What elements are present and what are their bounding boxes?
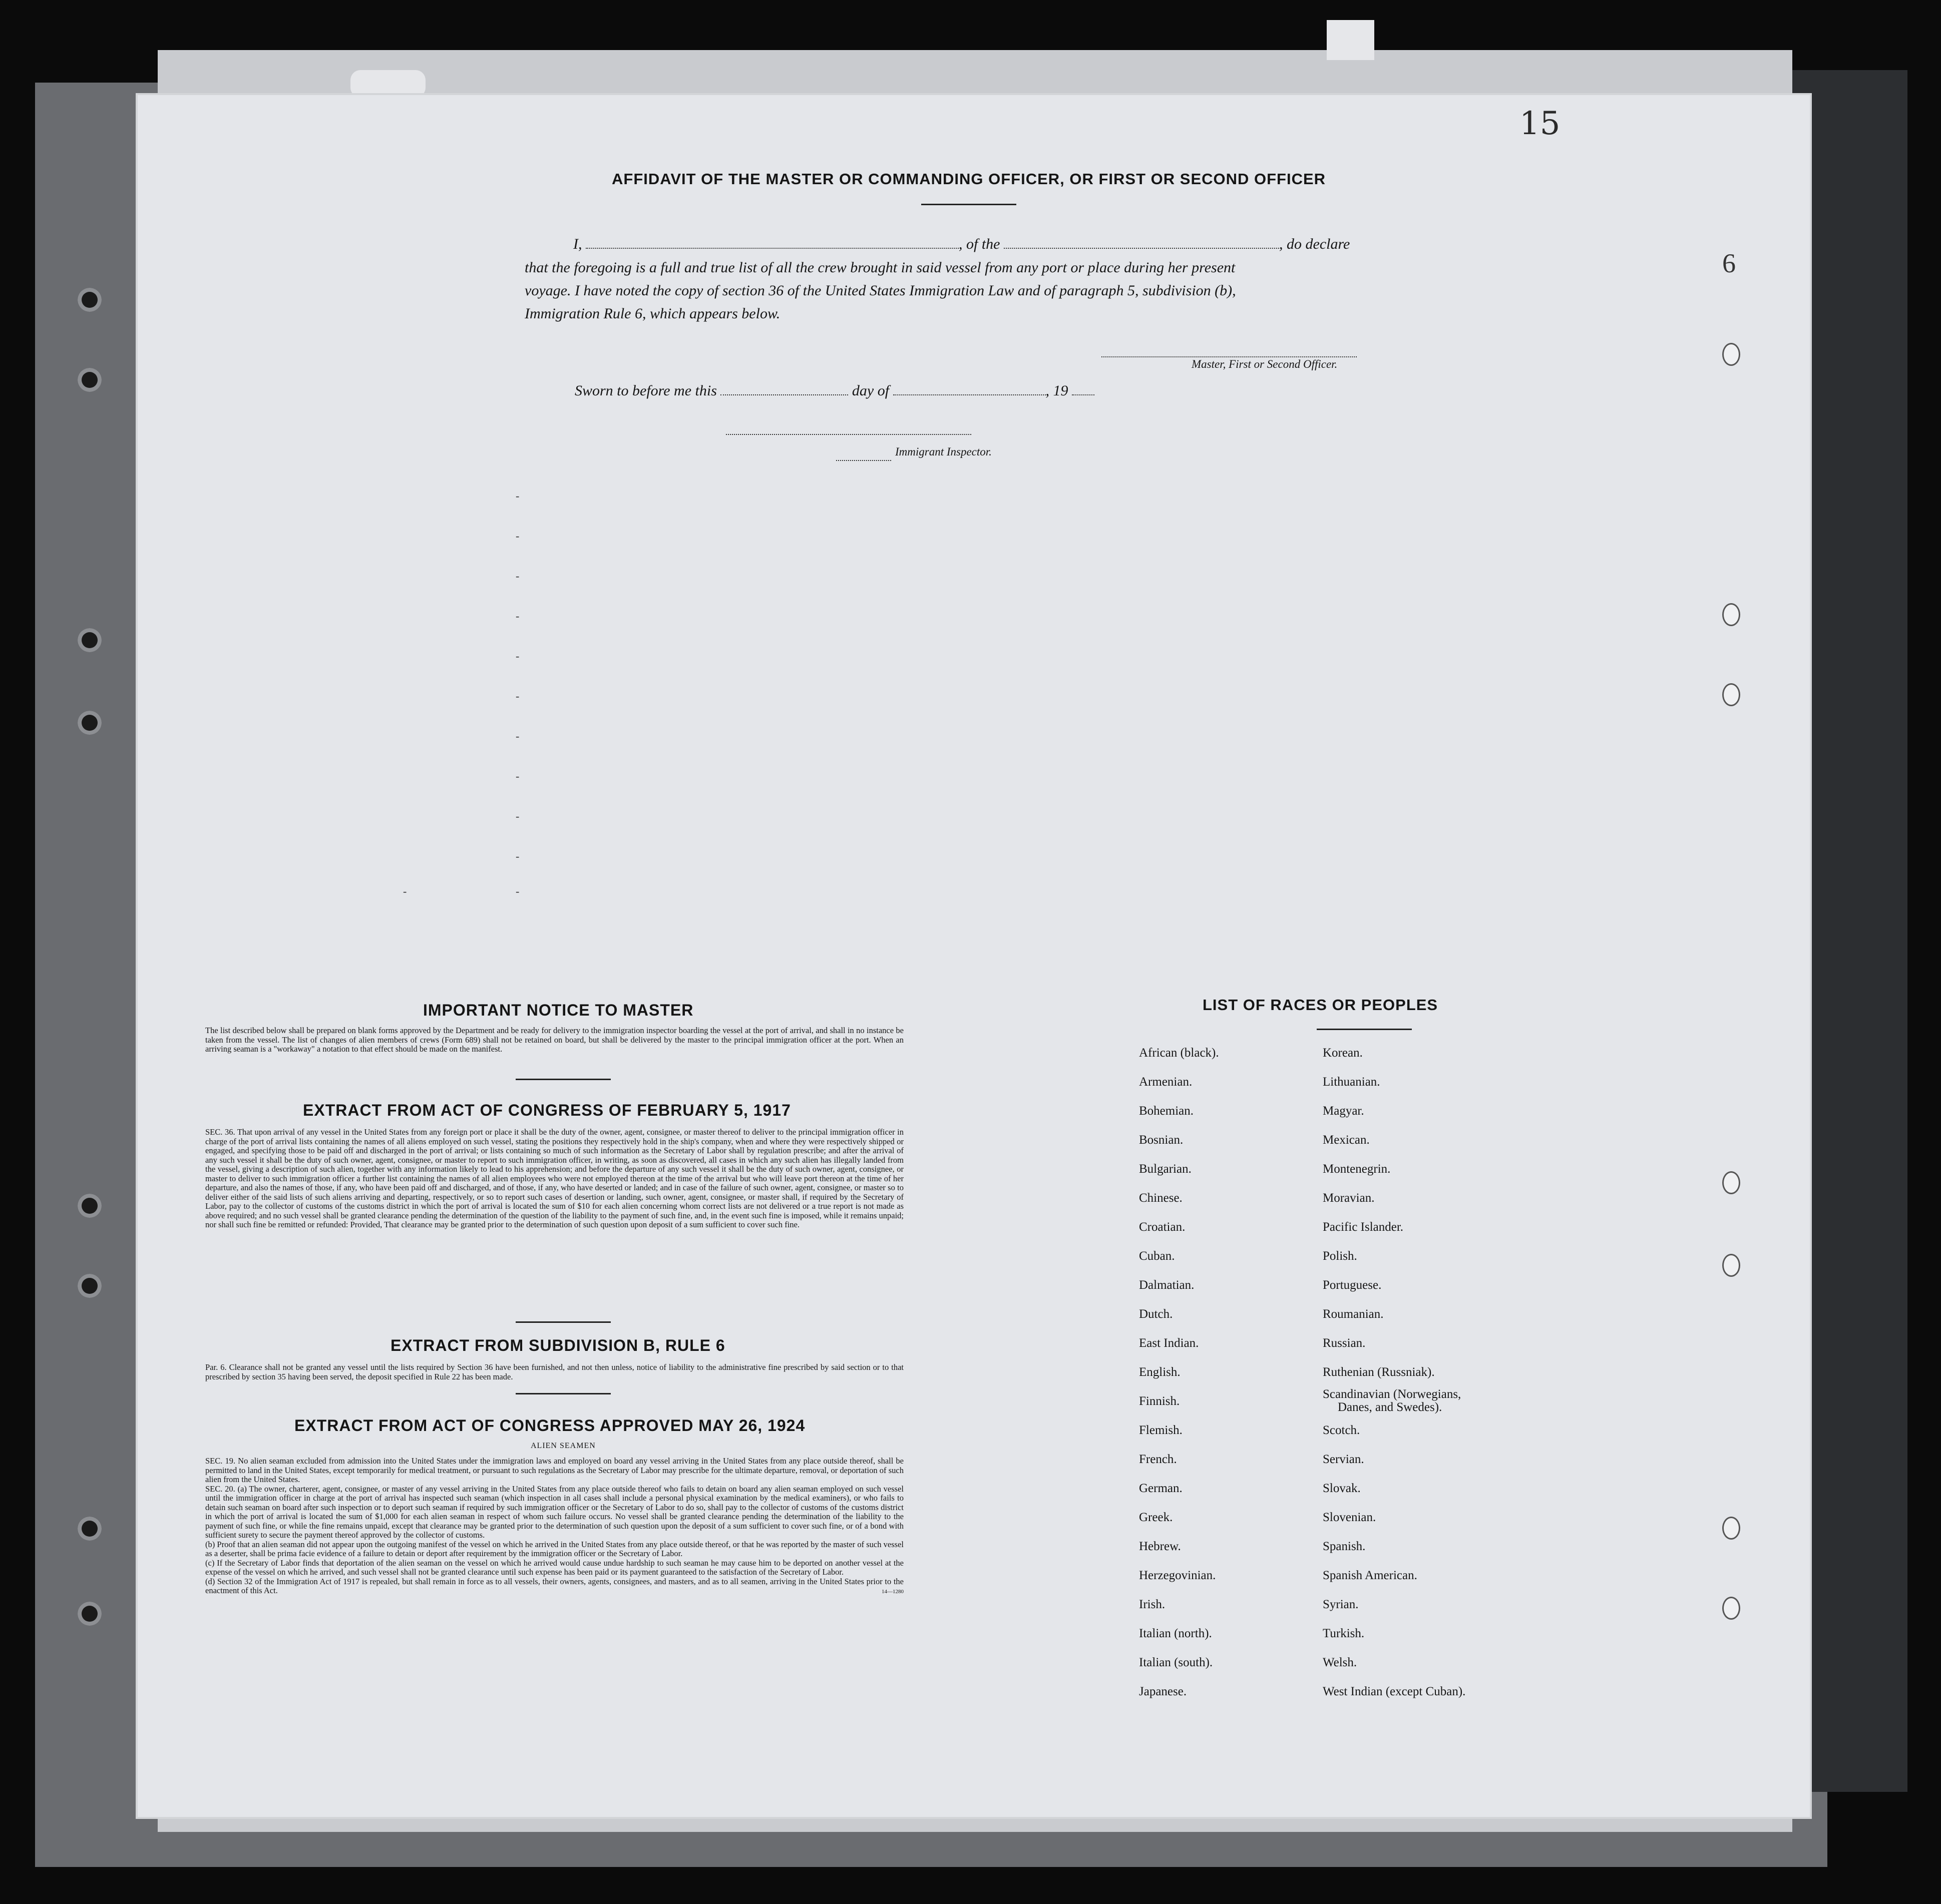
right-punch-hole	[1722, 683, 1740, 706]
race-item: Herzegovinian.	[1139, 1569, 1216, 1582]
sworn-year-field[interactable]	[1072, 383, 1094, 395]
race-item: Armenian.	[1139, 1075, 1193, 1089]
binder-holes	[78, 0, 108, 1902]
dash-mark: -	[516, 850, 520, 862]
dash-mark: -	[516, 490, 520, 502]
binder-hole	[78, 1194, 102, 1218]
extract-1924-body	[205, 1457, 904, 1595]
race-item: Croatian.	[1139, 1220, 1186, 1234]
right-punch-hole	[1722, 1171, 1740, 1194]
race-item: Cuban.	[1139, 1249, 1175, 1263]
paper-scrap	[350, 70, 426, 98]
inspector-label: Immigrant Inspector.	[895, 445, 992, 458]
race-item: Italian (north).	[1139, 1627, 1212, 1640]
races-rule	[1317, 1029, 1412, 1030]
race-item: West Indian (except Cuban).	[1323, 1685, 1466, 1698]
form-number: 14—1280	[882, 1588, 904, 1595]
vessel-field[interactable]	[1004, 237, 1279, 249]
race-item: Italian (south).	[1139, 1656, 1213, 1669]
section-20c-text: (c) If the Secretary of Labor finds that deportation of the alien seaman on the vessel on which he arrived would cause undue hardship to such seaman he may cause him to be deported on another vessel at the expense of the vessel on which he arrived, and such vessel shall not be granted clearance until such expense has been paid or its payment guaranteed to the satisfaction of the Secretary of Labor.	[205, 1558, 904, 1577]
binder-hole	[78, 1274, 102, 1298]
dash-mark: -	[516, 610, 520, 622]
declaration-line-3: voyage. I have noted the copy of section 36 of the United States Immigration Law and of paragraph 5, subdivision (b),	[525, 282, 1236, 299]
extract-rule6-text: Par. 6. Clearance shall not be granted any vessel until the lists required by Section 36 have been furnished, and not then unless, notice of liability to the administrative fine prescribed by said section or to that prescribed by section 35 having been served, the deposit specified in Rule 22 has been made.	[205, 1362, 904, 1381]
extract-1924-title: EXTRACT FROM ACT OF CONGRESS APPROVED MAY 26, 1924	[294, 1416, 806, 1435]
race-item: Bulgarian.	[1139, 1162, 1192, 1176]
binder-hole	[78, 368, 102, 392]
right-punch-hole	[1722, 1517, 1740, 1540]
race-item: Korean.	[1323, 1046, 1363, 1060]
notice-title: IMPORTANT NOTICE TO MASTER	[423, 1001, 694, 1019]
dash-mark: -	[516, 770, 520, 782]
race-item: Finnish.	[1139, 1394, 1180, 1408]
race-item: Syrian.	[1323, 1598, 1359, 1611]
notice-rule	[516, 1079, 611, 1080]
binder-hole	[78, 711, 102, 735]
race-item-continuation: Danes, and Swedes).	[1338, 1400, 1442, 1414]
sworn-year: , 19	[1045, 382, 1068, 399]
right-punch-hole	[1722, 1597, 1740, 1620]
section-20b-text: (b) Proof that an alien seaman did not appear upon the outgoing manifest of the vessel on which he arrived in the United States from any place outside thereof, or that he was reported by the master of such vessel as a deserter, shall be prima facie evidence of a failure to detain or deport after requirement by the immigration officer or the Secretary of Labor.	[205, 1539, 904, 1558]
decl-of-the: , of the	[959, 236, 1000, 252]
race-item: Slovak.	[1323, 1482, 1361, 1495]
margin-mark: 6	[1722, 248, 1736, 278]
races-title: LIST OF RACES OR PEOPLES	[1203, 996, 1438, 1014]
section-20a-text: SEC. 20. (a) The owner, charterer, agent, consignee, or master of any vessel arriving in the United States from any place outside thereof who fails to detain on board any alien seaman employed on such vessel until the immigration officer in charge at the port of arrival has inspected such seaman (which inspection in all cases shall include a personal physical examination by the medical examiners), or who fails to detain such seaman on board after such inspection or to deport such seaman if required by such immigration officer or the Secretary of Labor to do so, shall pay to the collector of customs of the customs district in which the port of arrival is located the sum of $1,000 for each alien seaman in respect of whom such failure occurs. No vessel shall be granted clearance pending the determination of the liability to the payment of such fine, or while the fine remains unpaid, except that clearance may be granted prior to the determination of such question upon the deposit of a sum sufficient to cover such fine, or of a bond with sufficient surety to secure the payment thereof approved by the collector of customs.	[205, 1484, 904, 1540]
dash-mark: -	[516, 650, 520, 662]
binder-hole	[78, 288, 102, 312]
dash-mark: -	[516, 730, 520, 742]
extract-1917-rule	[516, 1321, 611, 1323]
binder-hole	[78, 1602, 102, 1626]
race-item: Montenegrin.	[1323, 1162, 1391, 1176]
sworn-day-of: day of	[852, 382, 890, 399]
notice-text: The list described below shall be prepared on blank forms approved by the Department and be ready for delivery to the immigration inspector boarding the vessel at the port of arrival, and shall in no instance be taken from the vessel. The list of changes of alien members of crews (Form 689) shall not be retained on board, but shall be delivered by the master to the principal immigration officer at the port. When an arriving seaman is a "workaway" a notation to that effect should be made on the manifest.	[205, 1026, 904, 1054]
race-item: Hebrew.	[1139, 1540, 1181, 1553]
race-item: East Indian.	[1139, 1336, 1199, 1350]
race-item: Welsh.	[1323, 1656, 1357, 1669]
race-item: Spanish American.	[1323, 1569, 1417, 1582]
race-item: Moravian.	[1323, 1191, 1375, 1205]
race-item: Flemish.	[1139, 1423, 1183, 1437]
decl-do-declare: , do declare	[1279, 236, 1350, 252]
race-item: Chinese.	[1139, 1191, 1183, 1205]
sworn-day-field[interactable]	[720, 383, 848, 395]
sworn-month-field[interactable]	[893, 383, 1046, 395]
decl-i: I,	[573, 236, 582, 252]
race-item: Greek.	[1139, 1511, 1173, 1524]
right-punch-hole	[1722, 1254, 1740, 1277]
race-item: Servian.	[1323, 1453, 1364, 1466]
paper-tab	[1327, 20, 1374, 60]
heading-rule	[921, 204, 1016, 205]
dash-mark: -	[516, 810, 520, 822]
race-item: German.	[1139, 1482, 1183, 1495]
binder-hole	[78, 1517, 102, 1541]
race-item: Irish.	[1139, 1598, 1166, 1611]
extract-rule6-title: EXTRACT FROM SUBDIVISION B, RULE 6	[391, 1336, 725, 1354]
race-item: Bosnian.	[1139, 1133, 1184, 1147]
race-item: Dalmatian.	[1139, 1278, 1195, 1292]
sworn-prefix: Sworn to before me this	[575, 382, 717, 399]
dash-mark: -	[403, 885, 407, 897]
race-item: Russian.	[1323, 1336, 1366, 1350]
dash-mark: -	[516, 690, 520, 702]
right-punch-hole	[1722, 343, 1740, 366]
race-item: Lithuanian.	[1323, 1075, 1380, 1089]
declaration-line-1	[573, 233, 1397, 256]
inspector-signature-line[interactable]	[726, 423, 971, 435]
extract-1924-subtitle: ALIEN SEAMEN	[531, 1442, 596, 1450]
declaration-line-4: Immigration Rule 6, which appears below.	[525, 305, 781, 322]
race-item: Dutch.	[1139, 1307, 1173, 1321]
section-20d-text: (d) Section 32 of the Immigration Act of 1917 is repealed, but shall remain in force as to all vessels, their owners, agents, consignees, and masters, and as to all seamen, arriving in the United States prior to the enactment of this Act.	[205, 1576, 904, 1595]
extract-1917-title: EXTRACT FROM ACT OF CONGRESS OF FEBRUARY 5, 1917	[303, 1101, 791, 1119]
race-item: Bohemian.	[1139, 1104, 1194, 1118]
affidavit-title: AFFIDAVIT OF THE MASTER OR COMMANDING OFFICER, OR FIRST OR SECOND OFFICER	[612, 170, 1326, 188]
race-item: Japanese.	[1139, 1685, 1187, 1698]
race-item: Mexican.	[1323, 1133, 1370, 1147]
dash-mark: -	[516, 530, 520, 542]
master-label: Master, First or Second Officer.	[1192, 358, 1338, 370]
declaration-line-2: that the foregoing is a full and true list of all the crew brought in said vessel from any port or place during her present	[525, 259, 1236, 276]
extract-1917-text: SEC. 36. That upon arrival of any vessel in the United States from any foreign port or place it shall be the duty of the owner, agent, consignee, or master thereof to deliver to the principal immigration officer in charge of the port of arrival lists containing the names of all aliens employed on such vessel, stating the positions they respectively hold in the ship's company, when and where they were respectively shipped or engaged, and specifying those to be paid off and discharged in the port of arrival; or lists containing so much of such information as the Secretary of Labor shall by regulation prescribe; and after the arrival of any such vessel it shall be the duty of such owner, agent, consignee, or master to report to such immigration officer, in writing, as soon as discovered, all cases in which any such alien has illegally landed from the vessel, giving a description of such alien, together with any information likely to lead to his apprehension; and before the departure of any such vessel it shall be the duty of such owner, agent, consignee, or master to deliver to such immigration officer a further list containing the names of all alien employees who were not employed thereon at the time of the arrival but who will leave port thereon at the time of her departure, and also the names of those, if any, who have been paid off and discharged, and of those, if any, who have deserted or landed; and in case of the failure of such owner, agent, consignee, or master so to deliver either of the said lists of such aliens arriving and departing, respectively, or so to report such cases of desertion or landing, such owner, agent, consignee, or master shall, if required by the Secretary of Labor, pay to the collector of customs of the customs district in which the port of arrival is located the sum of $10 for each alien concerning whom correct lists are not delivered or a true report is not made as above required; and no such vessel shall be granted clearance pending the determination of the question of the liability to the payment of such fine, and, in the event such fine is imposed, while it remains unpaid; nor shall such fine be remitted or refunded: Provided, That clearance may be granted prior to the determination of such question upon deposit of a sum sufficient to cover such fine.	[205, 1127, 904, 1229]
race-item: Portuguese.	[1323, 1278, 1382, 1292]
sworn-line	[575, 379, 1176, 402]
name-field[interactable]	[586, 237, 959, 249]
master-signature-line[interactable]	[1101, 345, 1357, 357]
race-item: Ruthenian (Russniak).	[1323, 1365, 1435, 1379]
section-19-text: SEC. 19. No alien seaman excluded from admission into the United States under the immigration laws and employed on board any vessel arriving in the United States from any place outside thereof, shall be permitted to land in the United States, except temporarily for medical treatment, or pursuant to such regulations as the Secretary of Labor may prescribe for the ultimate departure, removal, or deportation of such alien from the United States.	[205, 1456, 904, 1484]
binder-hole	[78, 628, 102, 652]
race-item: Scandinavian (Norwegians,	[1323, 1387, 1461, 1401]
dash-mark: -	[516, 570, 520, 582]
race-item: Pacific Islander.	[1323, 1220, 1404, 1234]
race-item: Magyar.	[1323, 1104, 1364, 1118]
race-item: African (black).	[1139, 1046, 1219, 1060]
race-item: Slovenian.	[1323, 1511, 1376, 1524]
race-item: Scotch.	[1323, 1423, 1360, 1437]
race-item: French.	[1139, 1453, 1177, 1466]
right-punch-hole	[1722, 603, 1740, 626]
race-item: Spanish.	[1323, 1540, 1366, 1553]
race-item: English.	[1139, 1365, 1181, 1379]
corner-handwritten-number: 15	[1519, 105, 1561, 142]
dash-mark: -	[516, 885, 520, 897]
race-item: Polish.	[1323, 1249, 1357, 1263]
race-item: Roumanian.	[1323, 1307, 1384, 1321]
race-item: Turkish.	[1323, 1627, 1365, 1640]
extract-rule6-rule	[516, 1393, 611, 1394]
inspector-signature-line-2[interactable]	[836, 449, 891, 461]
